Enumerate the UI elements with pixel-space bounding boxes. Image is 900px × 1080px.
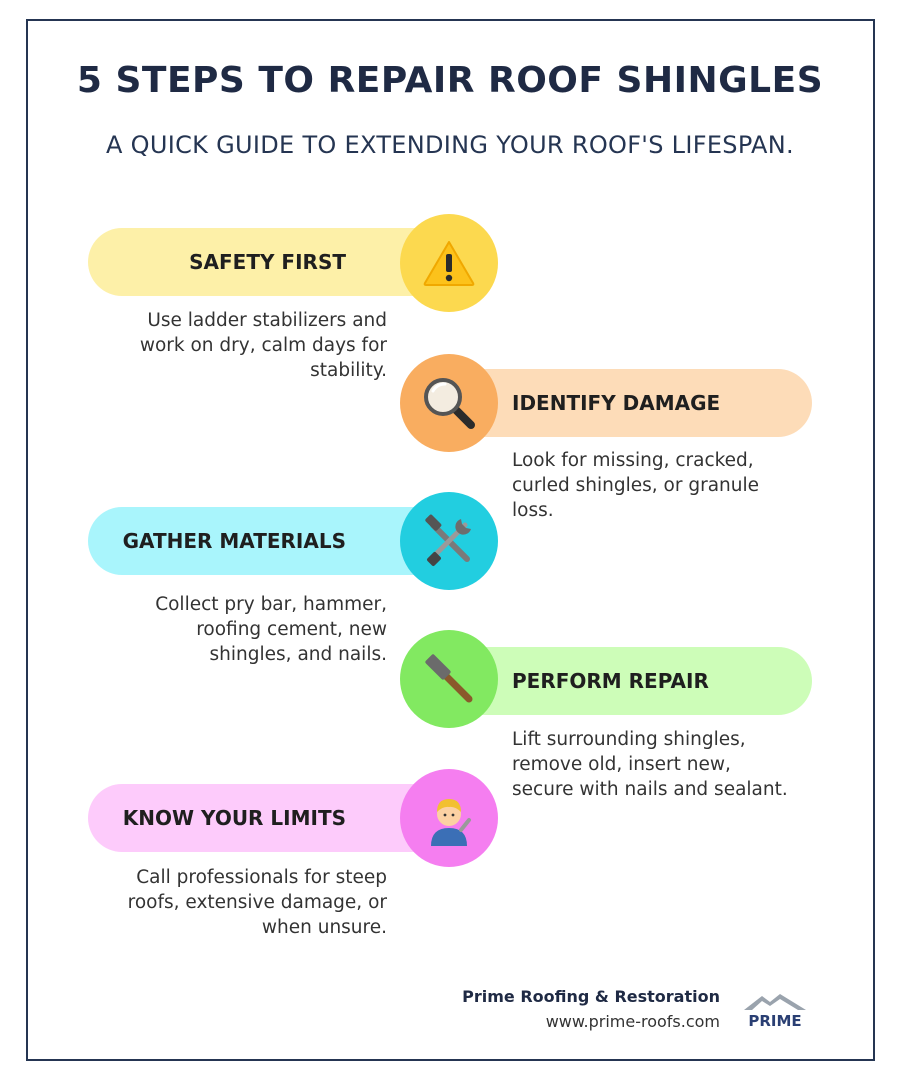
logo-text: PRIME	[748, 1012, 802, 1030]
step-3-circle	[400, 492, 498, 590]
step-1-description	[87, 308, 387, 383]
step-2-desc-line: curled shingles, or granule	[512, 475, 760, 496]
step-2-desc-line: Look for missing, cracked,	[512, 450, 754, 471]
step-1-heading: SAFETY FIRST	[189, 250, 346, 274]
step-4-desc-line: secure with nails and sealant.	[512, 779, 788, 800]
step-3-desc-line: shingles, and nails.	[209, 644, 387, 665]
step-2-heading: IDENTIFY DAMAGE	[512, 391, 721, 415]
tools-icon	[421, 513, 477, 569]
step-2-desc-line: loss.	[512, 500, 554, 521]
mechanic-icon	[421, 790, 477, 846]
step-4-heading: PERFORM REPAIR	[512, 669, 709, 693]
step-3-description	[87, 592, 387, 667]
step-3-desc-line: roofing cement, new	[196, 619, 387, 640]
warning-icon	[422, 239, 476, 287]
company-url: www.prime-roofs.com	[545, 1012, 720, 1031]
step-5-circle	[400, 769, 498, 867]
step-1-desc-line: Use ladder stabilizers and	[147, 310, 387, 331]
magnifier-icon	[421, 375, 477, 431]
step-4-desc-line: remove old, insert new,	[512, 754, 731, 775]
step-1-desc-line: work on dry, calm days for	[139, 335, 387, 356]
step-4-desc-line: Lift surrounding shingles,	[512, 729, 746, 750]
step-4-description	[512, 727, 812, 802]
step-5-heading: KNOW YOUR LIMITS	[122, 806, 346, 830]
step-4-circle	[400, 630, 498, 728]
step-5-desc-line: Call professionals for steep	[136, 867, 387, 888]
company-name: Prime Roofing & Restoration	[462, 987, 720, 1006]
page-subtitle: A QUICK GUIDE TO EXTENDING YOUR ROOF'S LIFESPAN.	[106, 131, 794, 159]
step-3-heading: GATHER MATERIALS	[122, 529, 346, 553]
step-5-desc-line: roofs, extensive damage, or	[127, 892, 387, 913]
step-2-description	[512, 448, 812, 523]
page-title: 5 STEPS TO REPAIR ROOF SHINGLES	[76, 60, 824, 101]
hammer-icon	[421, 651, 477, 707]
step-1-desc-line: stability.	[310, 360, 387, 381]
step-5-desc-line: when unsure.	[261, 917, 387, 938]
prime-logo	[740, 990, 810, 1030]
step-5-description	[87, 865, 387, 940]
step-2-circle	[400, 354, 498, 452]
step-3-desc-line: Collect pry bar, hammer,	[155, 594, 387, 615]
step-1-circle	[400, 214, 498, 312]
